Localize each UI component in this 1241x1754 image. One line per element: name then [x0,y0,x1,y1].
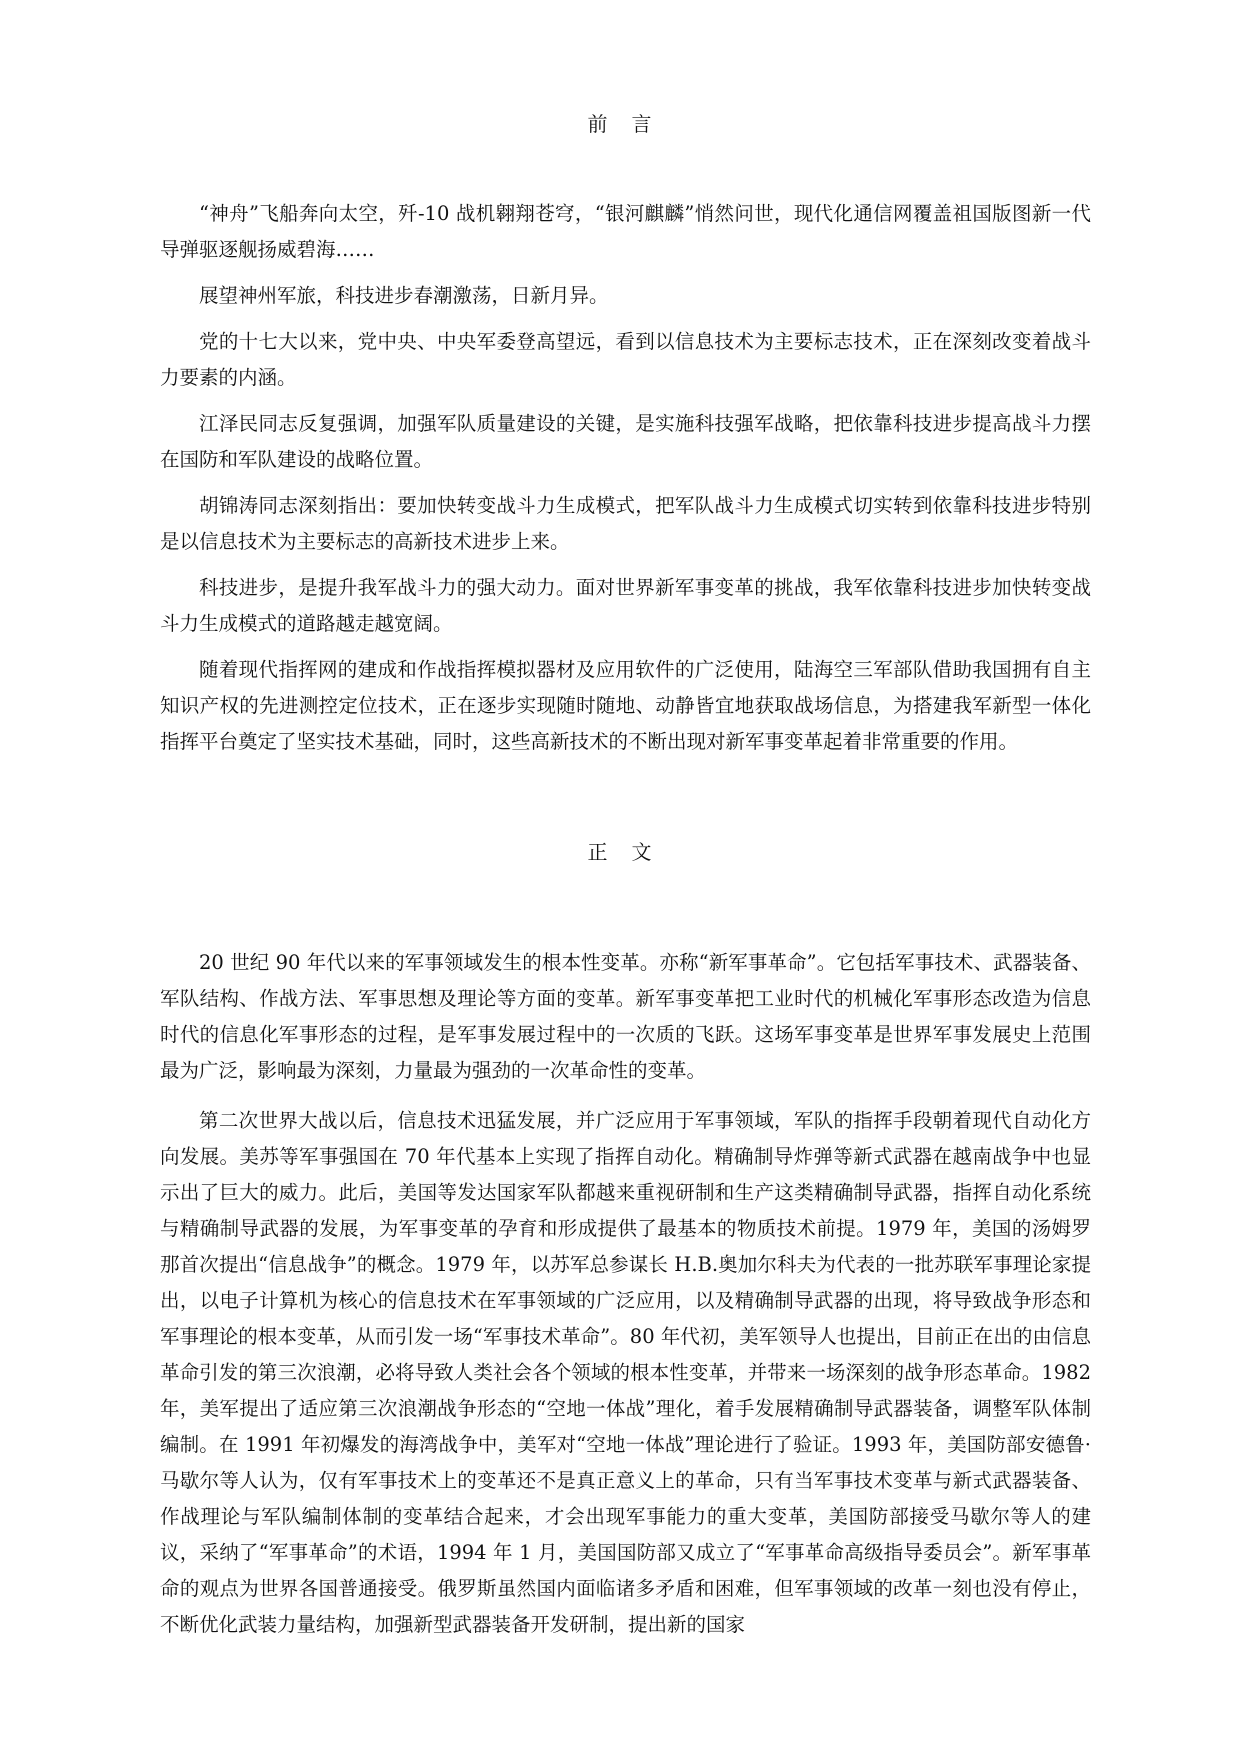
preface-paragraph-4: 江泽民同志反复强调，加强军队质量建设的关键，是实施科技强军战略，把依靠科技进步提高战斗力摆在国防和军队建设的战略位置。 [160,412,1091,471]
preface-paragraph-1: “神舟”飞船奔向太空，歼-10 战机翱翔苍穹，“银河麒麟”悄然问世，现代化通信网覆盖祖国版图新一代导弹驱逐舰扬威碧海…… [160,202,1091,261]
body-paragraph-1: 20 世纪 90 年代以来的军事领域发生的根本性变革。亦称“新军事革命”。它包括军事技术、武器装备、军队结构、作战方法、军事思想及理论等方面的变革。新军事变革把工业时代的机械化军事形态改造为信息时代的信息化军事形态的过程，是军事发展过程中的一次质的飞跃。这场军事变革是世界军事发展史上范围最为广泛，影响最为深刻，力量最为强劲的一次革命性的变革。 [160,951,1091,1082]
body-section [160,945,1091,1657]
preface-title: 前 言 [587,112,654,136]
preface-paragraph-6: 科技进步，是提升我军战斗力的强大动力。面对世界新军事变革的挑战，我军依靠科技进步加快转变战斗力生成模式的道路越走越宽阔。 [160,576,1091,635]
body-title: 正 文 [587,840,654,864]
preface-paragraph-5: 胡锦涛同志深刻指出：要加快转变战斗力生成模式，把军队战斗力生成模式切实转到依靠科技进步特别是以信息技术为主要标志的高新技术进步上来。 [160,494,1091,553]
preface-paragraph-3: 党的十七大以来，党中央、中央军委登高望远，看到以信息技术为主要标志技术，正在深刻改变着战斗力要素的内涵。 [160,330,1091,389]
preface-section [160,196,1091,770]
preface-paragraph-2: 展望神州军旅，科技进步春潮激荡，日新月异。 [199,284,609,307]
preface-paragraph-7: 随着现代指挥网的建成和作战指挥模拟器材及应用软件的广泛使用，陆海空三军部队借助我国拥有自主知识产权的先进测控定位技术，正在逐步实现随时随地、动静皆宜地获取战场信息，为搭建我军新型一体化指挥平台奠定了坚实技术基础，同时，这些高新技术的不断出现对新军事变革起着非常重要的作用。 [160,658,1091,753]
body-paragraph-2: 第二次世界大战以后，信息技术迅猛发展，并广泛应用于军事领域，军队的指挥手段朝着现代自动化方向发展。美苏等军事强国在 70 年代基本上实现了指挥自动化。精确制导炸弹等新式武器在越南战争中也显示出了巨大的威力。此后，美国等发达国家军队都越来重视研制和生产这类精确制导武器，指挥自动化系统与精确制导武器的发展，为军事变革的孕育和形成提供了最基本的物质技术前提。1979 年，美国的汤姆罗那首次提出“信息战争”的概念。1979 年，以苏军总参谋长 H.B.奥加尔科夫为代表的一批苏联军事理论家提出，以电子计算机为核心的信息技术在军事领域的广泛应用，以及精确制导武器的出现，将导致战争形态和军事理论的根本变革，从而引发一场“军事技术革命”。80 年代初，美军领导人也提出，目前正在出的由信息革命引发的第三次浪潮，必将导致人类社会各个领域的根本性变革，并带来一场深刻的战争形态革命。1982 年，美军提出了适应第三次浪潮战争形态的“空地一体战”理化，着手发展精确制导武器装备，调整军队体制编制。在 1991 年初爆发的海湾战争中，美军对“空地一体战”理论进行了验证。1993 年，美国防部安德鲁·马歇尔等人认为，仅有军事技术上的变革还不是真正意义上的革命，只有当军事技术变革与新式武器装备、作战理论与军队编制体制的变革结合起来，才会出现军事能力的重大变革，美国防部接受马歇尔等人的建议，采纳了“军事革命”的术语，1994 年 1 月，美国国防部又成立了“军事革命高级指导委员会”。新军事革命的观点为世界各国普通接受。俄罗斯虽然国内面临诸多矛盾和困难，但军事领域的改革一刻也没有停止，不断优化武装力量结构，加强新型武器装备开发研制，提出新的国家 [160,1109,1091,1636]
